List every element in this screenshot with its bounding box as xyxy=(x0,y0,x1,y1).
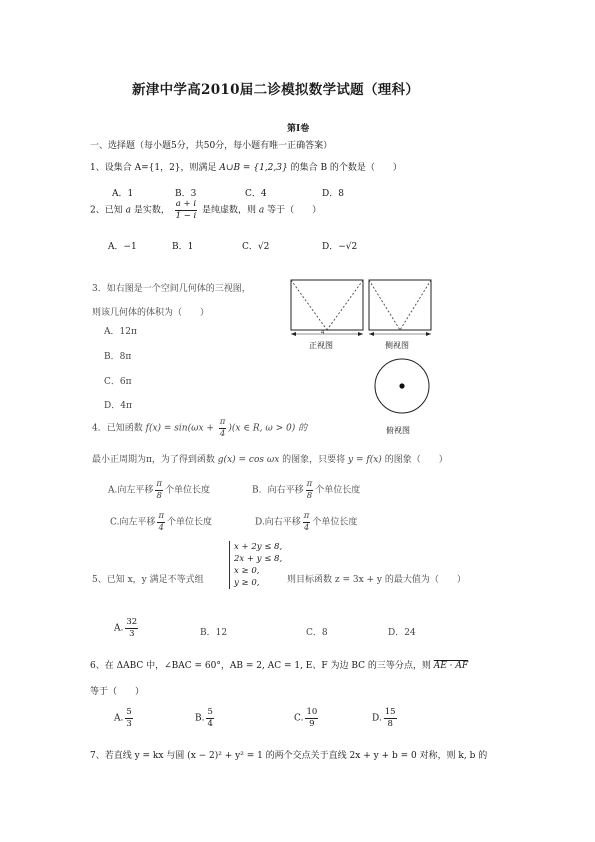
q6-opt-d-label: D. xyxy=(372,713,382,724)
q5-stem-b: 则目标函数 z = 3x + y 的最大值为（ ） xyxy=(287,575,466,585)
q6-opt-b-den: 4 xyxy=(207,718,213,729)
q4-option-a xyxy=(108,480,210,500)
q4-line-2 xyxy=(92,452,448,465)
q4-option-c xyxy=(110,512,212,532)
q6-stem: 6、在 ΔABC 中，∠BAC = 60°，AB = 2, AC = 1, E、F 为边 BC 的三等分点，则 xyxy=(90,661,431,671)
q4-phase-num: π xyxy=(219,417,226,427)
question-2 xyxy=(90,200,321,220)
q6-opt-c-label: C. xyxy=(294,713,304,724)
section-heading: 第Ⅰ卷 xyxy=(287,124,310,134)
q4-stem-a: 4．已知函数 xyxy=(92,423,143,434)
q6-opt-b-frac xyxy=(206,708,213,728)
q5-option-a xyxy=(114,618,140,638)
question-4 xyxy=(92,418,307,438)
q6-opt-b-label: B. xyxy=(195,713,205,724)
q4-phase-fraction xyxy=(219,418,227,438)
q4-line2-a: 最小正周期为π，为了得到函数 xyxy=(92,455,215,465)
q2-frac-num: a + i xyxy=(175,199,197,209)
q6-option-a xyxy=(114,708,135,728)
q4-f-function: y = f(x) xyxy=(348,455,382,465)
q1-option-c: C．4 xyxy=(245,189,267,199)
q2-option-c: C．√2 xyxy=(242,242,270,252)
q5-ineq-4: y ≥ 0, xyxy=(234,578,260,588)
q2-stem-b: 是实数， xyxy=(133,205,170,216)
q6-opt-d-den: 8 xyxy=(387,718,393,729)
q4-opt-b-text: B．向右平移 xyxy=(252,485,304,496)
q4-g-function: g(x) = cos ωx xyxy=(217,455,280,465)
q4-stem-b: )(x ∈ R, ω > 0) 的 xyxy=(228,423,308,434)
q4-opt-a-den: 8 xyxy=(156,490,162,501)
q5-stem-a: 5、已知 x，y 满足不等式组 xyxy=(92,575,204,585)
q4-opt-c-num: π xyxy=(158,511,165,521)
q6-opt-c-num: 10 xyxy=(306,707,318,717)
top-view-label: 俯视图 xyxy=(386,426,410,435)
q6-opt-a-frac xyxy=(125,708,132,728)
q6-tail: 等于（ ） xyxy=(90,687,145,697)
q6-option-b xyxy=(195,708,216,728)
q4-phase-den: 4 xyxy=(219,428,226,439)
q6-option-c xyxy=(294,708,320,728)
q3-line-2: 则该几何体的体积为（ ） xyxy=(92,308,210,318)
q3-line-1: 3．如右图是一个空间几何体的三视图， xyxy=(92,284,251,294)
q1-set-equation: A∪B = {1,2,3} xyxy=(219,163,288,173)
question-7: 7、若直线 y = kx 与圆 (x − 2)² + y² = 1 的两个交点关于直线 2x + y + b = 0 对称，则 k, b 的 xyxy=(90,751,488,761)
q2-option-d: D．−√2 xyxy=(322,242,358,252)
q2-var-a-2: a xyxy=(258,205,265,216)
q6-opt-d-num: 15 xyxy=(384,707,396,717)
q3-option-c: C．6π xyxy=(104,377,132,387)
q2-var-a: a xyxy=(125,205,131,216)
q4-opt-d-den: 4 xyxy=(303,522,310,533)
q5-option-d: D．24 xyxy=(388,628,416,638)
q1-stem-b: 的集合 B 的个数是（ ） xyxy=(290,163,402,173)
q2-option-b: B．1 xyxy=(172,242,194,252)
q5-ineq-1: x + 2y ≤ 8, xyxy=(234,542,283,552)
q6-opt-d-frac xyxy=(384,708,397,728)
q4-opt-d-num: π xyxy=(303,511,310,521)
q6-opt-a-label: A. xyxy=(114,713,124,724)
q4-line2-c: 的图象（ ） xyxy=(384,455,448,465)
q4-opt-a-text: A.向左平移 xyxy=(108,485,154,496)
question-6 xyxy=(90,658,468,671)
q6-opt-c-frac xyxy=(305,708,318,728)
q1-option-b: B．3 xyxy=(175,189,197,199)
q1-stem-a: 1、设集合 A={1，2}，则满足 xyxy=(90,163,217,173)
q4-opt-c-den: 4 xyxy=(158,522,164,533)
q5-opt-a-num: 32 xyxy=(126,617,138,627)
q4-opt-b-frac xyxy=(306,480,314,500)
q4-opt-d-text: D.向右平移 xyxy=(255,517,301,528)
front-view-figure xyxy=(291,280,363,336)
q2-option-a: A．−1 xyxy=(108,242,137,252)
q5-option-b: B．12 xyxy=(200,628,228,638)
q6-opt-a-num: 5 xyxy=(126,707,132,717)
q4-opt-b-num: π xyxy=(306,479,313,489)
instructions: 一、选择题（每小题5分，共50分，每小题有唯一正确答案） xyxy=(90,141,333,151)
q4-option-b xyxy=(252,480,360,500)
three-view-figure xyxy=(285,276,445,440)
q4-opt-b-tail: 个单位长度 xyxy=(315,485,361,496)
q6-option-d xyxy=(372,708,399,728)
q2-stem-d: 等于（ ） xyxy=(267,205,322,216)
q3-option-b: B．8π xyxy=(104,352,132,362)
q4-opt-c-text: C.向左平移 xyxy=(110,517,156,528)
q4-opt-d-frac xyxy=(303,512,311,532)
q6-opt-b-num: 5 xyxy=(207,707,213,717)
q6-opt-c-den: 9 xyxy=(309,718,315,729)
q2-frac-den: 1 − i xyxy=(175,210,197,221)
q4-opt-a-frac xyxy=(155,480,163,500)
q4-function: f(x) = sin(ωx + xyxy=(145,423,217,434)
q2-stem-c: 是纯虚数，则 xyxy=(201,205,256,216)
q5-ineq-3: x ≥ 0, xyxy=(234,566,260,576)
q6-vector-product: AE · AF xyxy=(433,661,469,671)
q3-option-a: A．12π xyxy=(104,327,137,337)
q4-opt-c-frac xyxy=(157,512,165,532)
q5-inequality-system xyxy=(229,541,282,589)
page-title: 新津中学高2010届二诊模拟数学试题（理科） xyxy=(132,82,420,98)
q5-option-c: C．8 xyxy=(306,628,328,638)
side-view-label: 侧视图 xyxy=(385,341,409,350)
q3-option-d: D．4π xyxy=(104,401,132,411)
q5-ineq-2: 2x + y ≤ 8, xyxy=(234,554,283,564)
q2-stem-a: 2、已知 xyxy=(90,205,123,216)
q4-option-d xyxy=(255,512,357,532)
front-view-label: 正视图 xyxy=(309,341,333,350)
q1-option-a: A．1 xyxy=(112,189,134,199)
q4-opt-a-tail: 个单位长度 xyxy=(164,485,210,496)
q4-opt-c-tail: 个单位长度 xyxy=(167,517,213,528)
side-view-figure xyxy=(369,280,431,336)
q4-opt-b-den: 8 xyxy=(306,490,313,501)
q1-option-d: D．8 xyxy=(322,189,344,199)
question-1 xyxy=(90,160,402,173)
q5-opt-a-label: A. xyxy=(114,623,124,634)
front-view-dimension: 4 xyxy=(321,330,325,336)
q2-fraction xyxy=(175,200,197,220)
q6-opt-a-den: 3 xyxy=(126,718,132,729)
q4-line2-b: 的图象，只要将 xyxy=(282,455,346,465)
q4-opt-d-tail: 个单位长度 xyxy=(312,517,358,528)
q4-opt-a-num: π xyxy=(156,479,162,489)
q5-opt-a-den: 3 xyxy=(129,628,135,639)
top-view-figure xyxy=(375,359,429,413)
q5-opt-a-frac xyxy=(125,618,138,638)
